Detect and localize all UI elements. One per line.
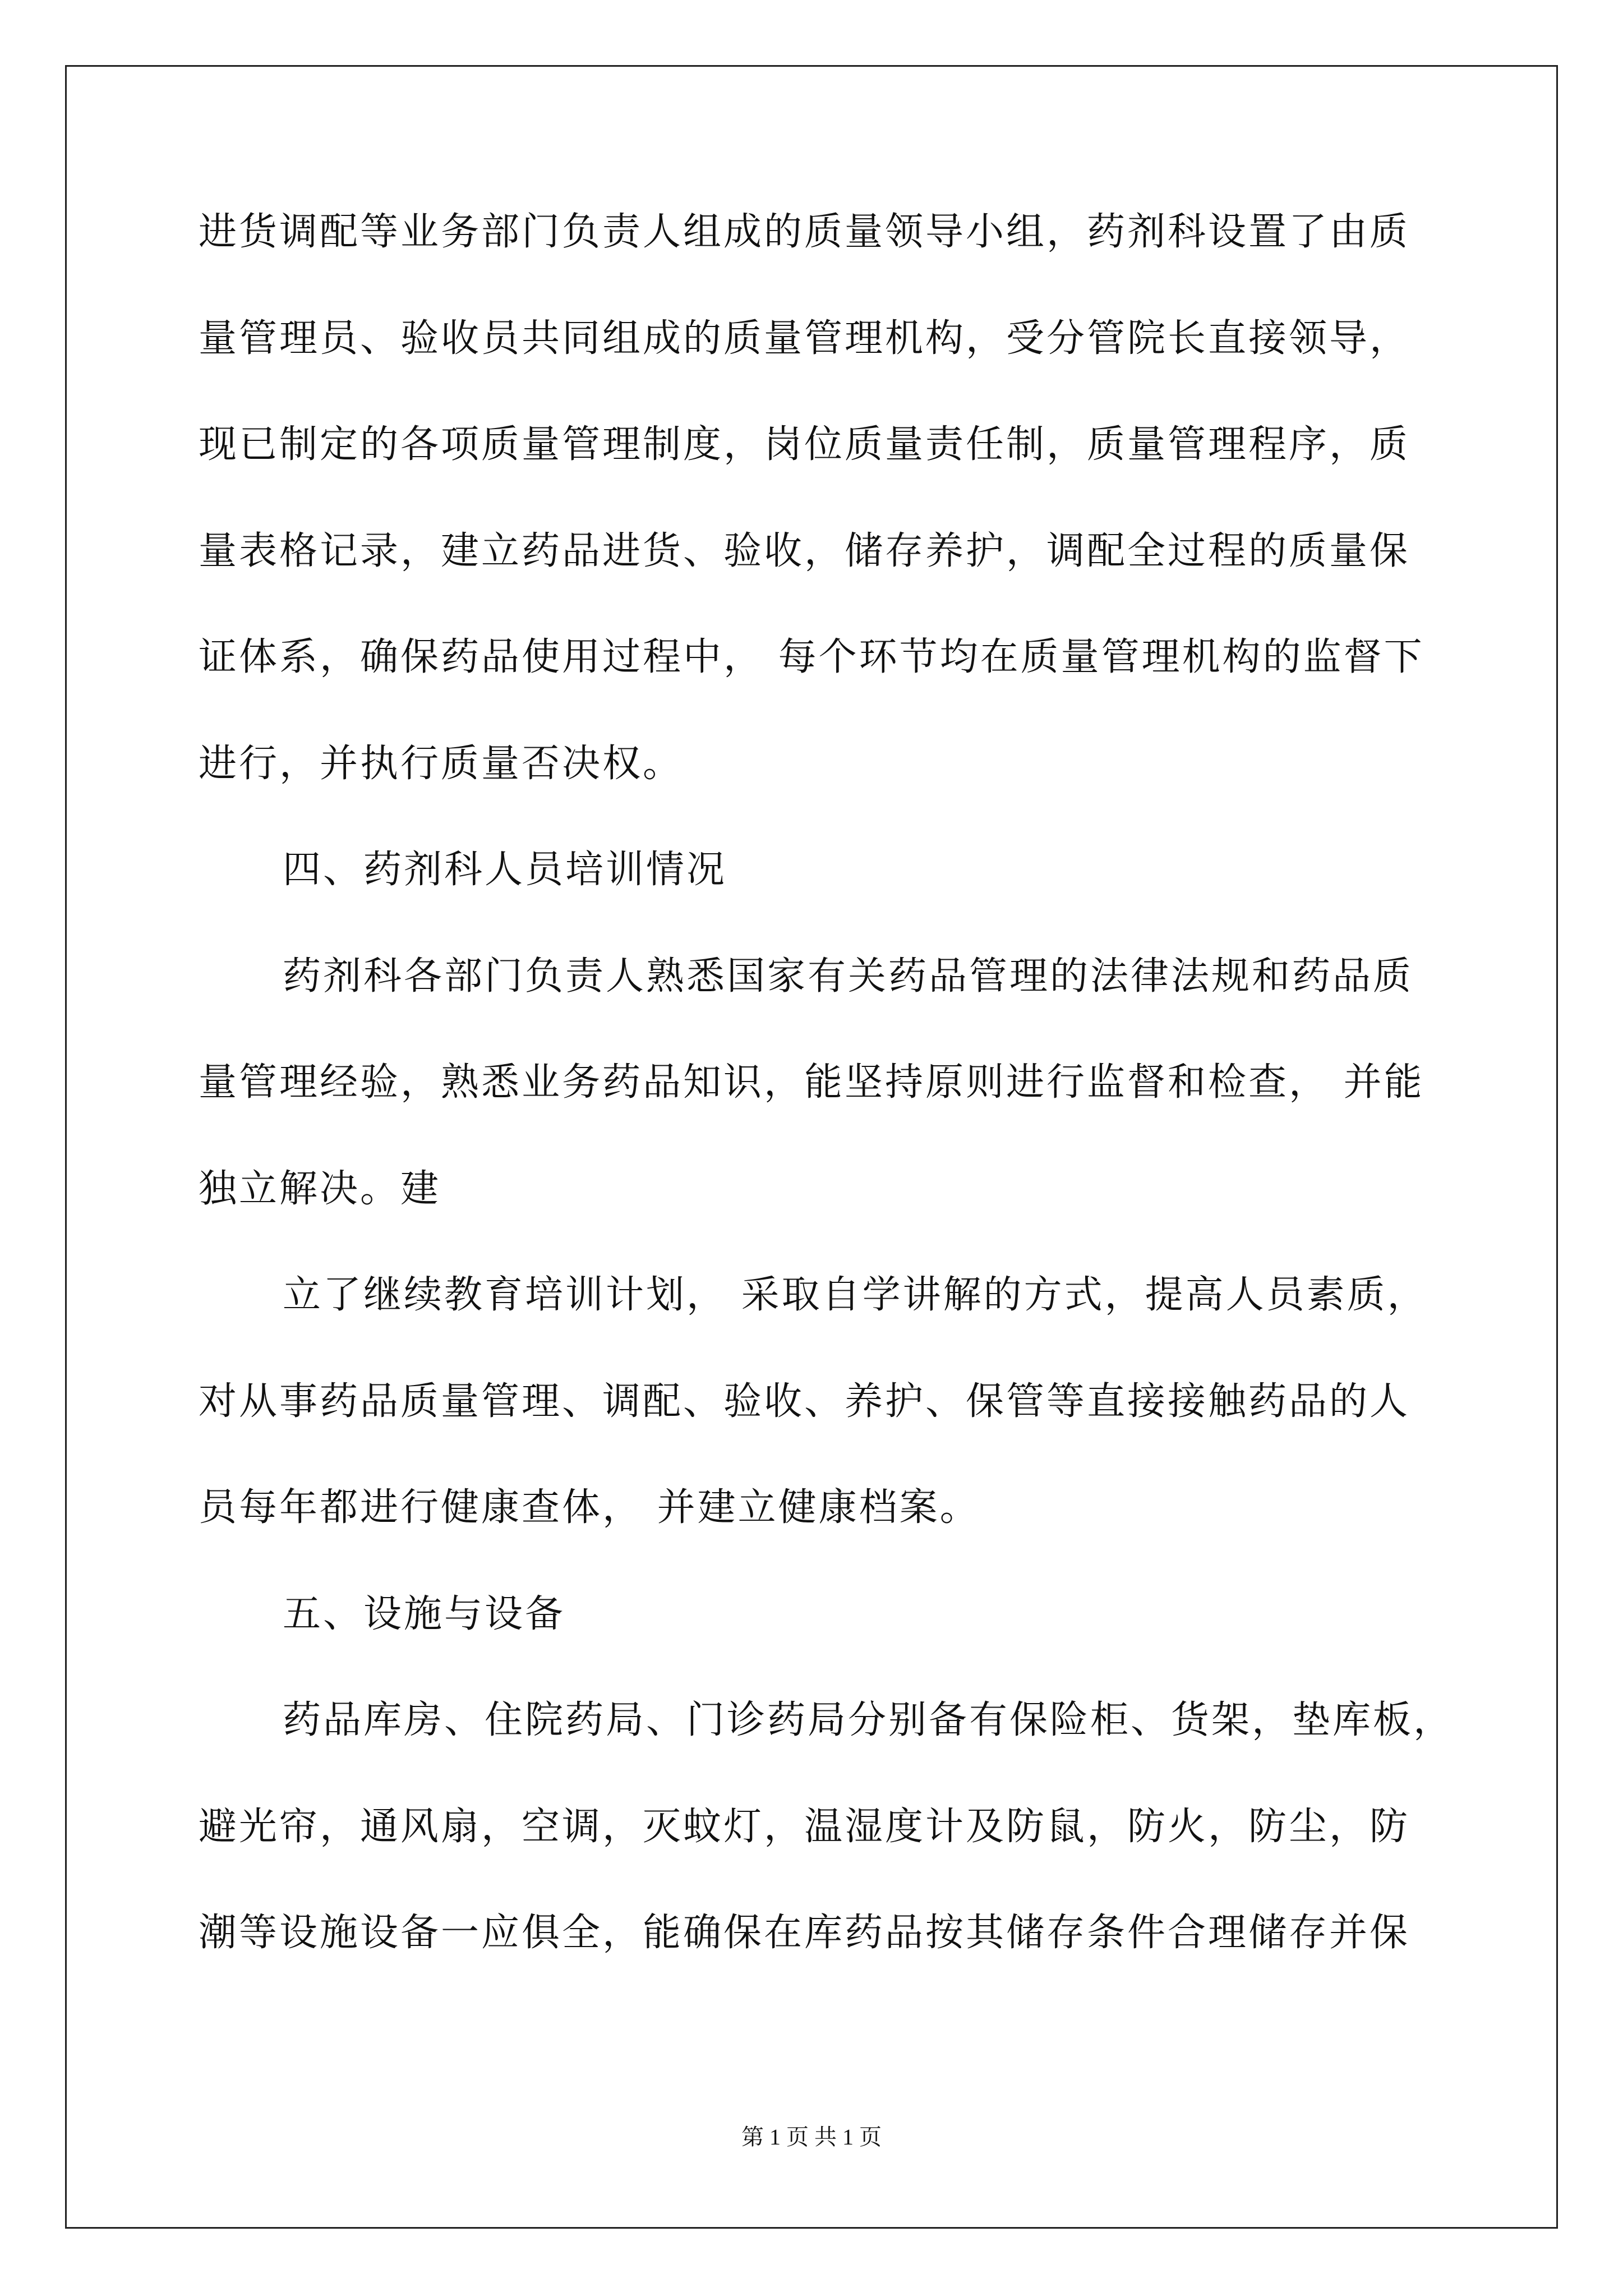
text-line: 量管理经验，熟悉业务药品知识，能坚持原则进行监督和检查， 并能: [199, 1060, 1424, 1105]
text-line: 进货调配等业务部门负责人组成的质量领导小组，药剂科设置了由质: [199, 210, 1410, 254]
text-line: 五、设施与设备: [283, 1591, 566, 1636]
text-line: 量管理员、验收员共同组成的质量管理机构，受分管院长直接领导，: [199, 316, 1410, 361]
text-line: 证体系，确保药品使用过程中， 每个环节均在质量管理机构的监督下: [199, 635, 1424, 679]
text-line: 潮等设施设备一应俱全，能确保在库药品按其储存条件合理储存并保: [199, 1911, 1410, 1955]
text-line: 员每年都进行健康查体， 并建立健康档案。: [199, 1485, 980, 1530]
text-line: 四、药剂科人员培训情况: [283, 848, 727, 892]
text-line: 对从事药品质量管理、调配、验收、养护、保管等直接接触药品的人: [199, 1379, 1410, 1424]
text-line: 量表格记录，建立药品进货、验收，储存养护，调配全过程的质量保: [199, 528, 1410, 573]
text-line: 药剂科各部门负责人熟悉国家有关药品管理的法律法规和药品质: [283, 954, 1414, 999]
page-number: 第 1 页 共 1 页: [741, 2124, 882, 2150]
text-line: 立了继续教育培训计划， 采取自学讲解的方式，提高人员素质，: [283, 1273, 1428, 1317]
text-line: 现已制定的各项质量管理制度，岗位质量责任制，质量管理程序，质: [199, 422, 1410, 467]
text-line: 避光帘，通风扇，空调，灭蚊灯，温湿度计及防鼠，防火，防尘，防: [199, 1804, 1410, 1849]
document-body: [199, 210, 1454, 2021]
text-line: 药品库房、住院药局、门诊药局分别备有保险柜、货架，垫库板，: [283, 1698, 1454, 1742]
text-line: 独立解决。建: [199, 1166, 441, 1211]
text-line: 进行，并执行质量否决权。: [199, 741, 684, 786]
page-footer: [0, 2119, 1623, 2151]
